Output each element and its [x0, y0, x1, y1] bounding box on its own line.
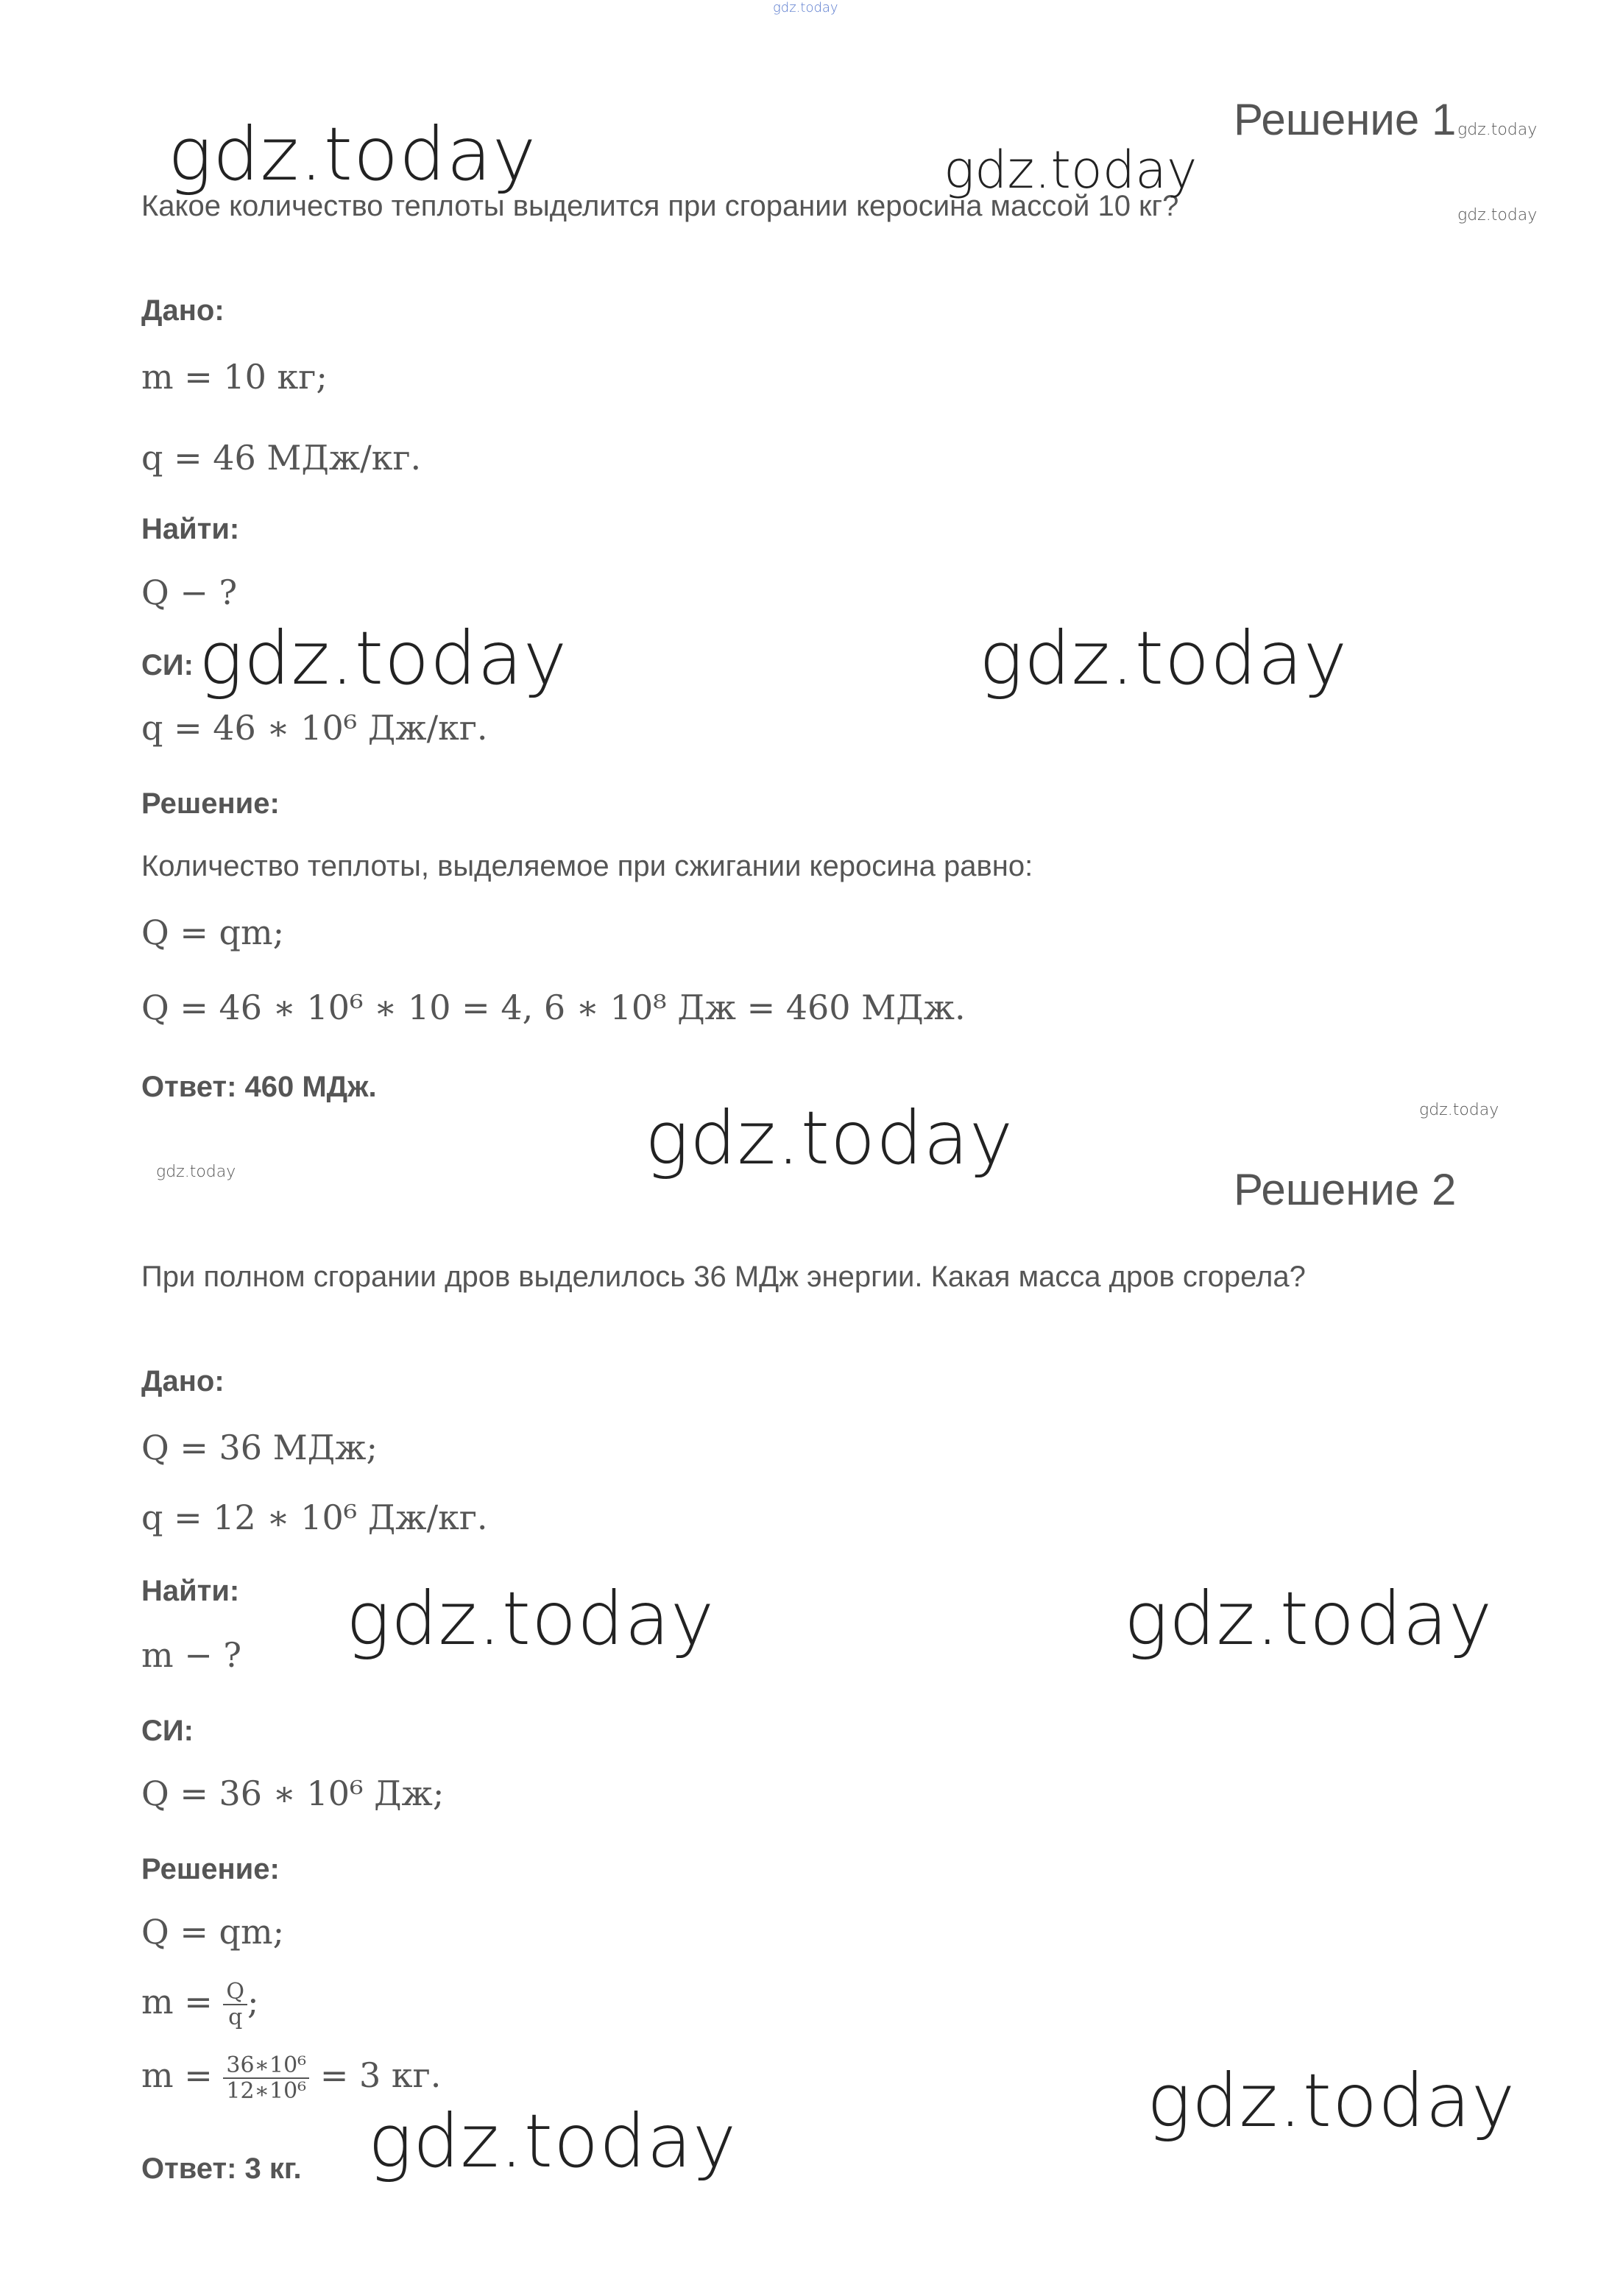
given-mass: m = 10 кг; [141, 357, 328, 397]
si-label: СИ: [141, 649, 194, 681]
fraction [223, 1980, 247, 2030]
solution-text: Количество теплоты, выделяемое при сжигании керосина равно: [141, 850, 1033, 882]
watermark: gdz.today [645, 1095, 1014, 1181]
fraction [223, 2053, 309, 2103]
watermark: gdz.today [199, 615, 568, 701]
formula-calc-rhs: = 3 кг. [319, 2055, 442, 2095]
watermark-small: gdz.today [156, 1163, 236, 1181]
solution-label: Решение: [141, 787, 280, 820]
solution-1-title: Решение 1 [1234, 95, 1457, 144]
formula-mass-calculation [141, 2053, 441, 2103]
given-energy: Q = 36 МДж; [141, 1428, 378, 1467]
watermark: gdz.today [1124, 1576, 1493, 1662]
formula-heat: Q = qm; [141, 1912, 285, 1952]
fraction-numerator: 36∗10⁶ [223, 2053, 309, 2079]
watermark: gdz.today [1147, 2058, 1516, 2144]
find-label: Найти: [141, 1575, 240, 1607]
watermark-small: gdz.today [1419, 1101, 1499, 1119]
fraction-denominator: q [228, 2005, 243, 2030]
formula-mass-lhs: m = [141, 1982, 213, 2022]
given-heat-value: q = 46 МДж/кг. [141, 438, 422, 478]
find-label: Найти: [141, 513, 240, 545]
given-heat-value: q = 12 ∗ 10⁶ Дж/кг. [141, 1498, 488, 1537]
solution-2-title: Решение 2 [1234, 1165, 1457, 1214]
find-value: m − ? [141, 1635, 242, 1675]
find-value: Q − ? [141, 573, 238, 612]
watermark: gdz.today [368, 2098, 738, 2184]
solution-label: Решение: [141, 1853, 280, 1885]
solution-1-question: Какое количество теплоты выделится при сгорании керосина массой 10 кг? [141, 190, 1179, 222]
watermark-small: gdz.today [1457, 206, 1538, 224]
formula-heat: Q = qm; [141, 913, 285, 952]
watermark-small: gdz.today [1457, 121, 1538, 139]
formula-calc-lhs: m = [141, 2055, 213, 2095]
watermark-top: gdz.today [773, 0, 838, 15]
formula-calculation: Q = 46 ∗ 10⁶ ∗ 10 = 4, 6 ∗ 10⁸ Дж = 460 МДж. [141, 988, 966, 1027]
si-label: СИ: [141, 1715, 194, 1747]
si-value: Q = 36 ∗ 10⁶ Дж; [141, 1774, 445, 1813]
answer: Ответ: 3 кг. [141, 2152, 302, 2185]
watermark: gdz.today [944, 140, 1198, 200]
watermark: gdz.today [979, 615, 1348, 701]
watermark: gdz.today [168, 111, 537, 197]
given-label: Дано: [141, 1365, 225, 1397]
formula-mass-end: ; [247, 1982, 259, 2022]
fraction-numerator: Q [223, 1980, 247, 2005]
solution-2-question: При полном сгорании дров выделилось 36 МДж энергии. Какая масса дров сгорела? [141, 1261, 1306, 1293]
si-value: q = 46 ∗ 10⁶ Дж/кг. [141, 708, 488, 748]
formula-mass [141, 1980, 259, 2030]
fraction-denominator: 12∗10⁶ [226, 2078, 307, 2104]
answer: Ответ: 460 МДж. [141, 1071, 377, 1103]
watermark: gdz.today [346, 1576, 715, 1662]
given-label: Дано: [141, 294, 225, 327]
